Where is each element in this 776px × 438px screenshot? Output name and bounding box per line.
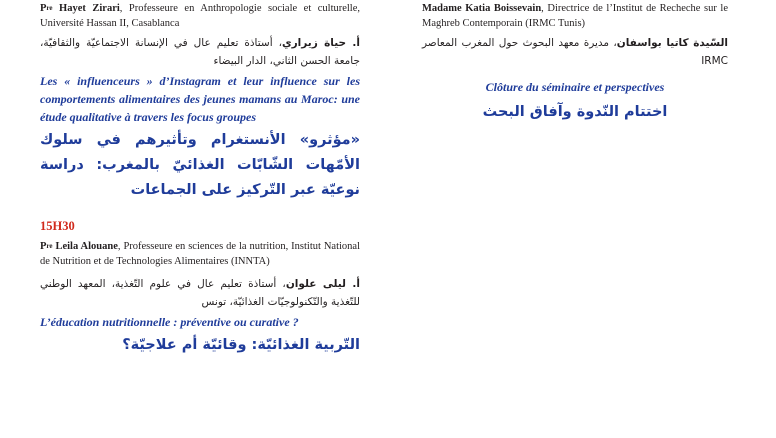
speaker-1-ar bbox=[40, 34, 360, 70]
speaker-2-affiliation: , Professeure en sciences de la nutrition, Institut National de Nutrition et de Technologies Alimentaires (INNTA) bbox=[40, 241, 361, 267]
speaker-2-fr bbox=[40, 240, 360, 269]
session-time: 15H30 bbox=[40, 219, 75, 233]
closing-title-fr: Clôture du séminaire et perspectives bbox=[485, 80, 665, 94]
speaker-1-fr bbox=[40, 2, 360, 31]
left-column bbox=[40, 0, 360, 358]
talk-1-title-fr: Les « influenceurs » d’Instagram et leur influence sur les comportements alimentaires des jeunes mamans au Maroc: une étude qualitative à travers les focus groupes bbox=[40, 74, 360, 124]
closing-speaker-ar-affiliation: ، مديرة معهد البحوث حول المغرب المعاصر IRMC bbox=[422, 37, 728, 67]
talk-1-title-ar: «مؤثرو» الأنستغرام وتأثيرهم في سلوك الأمّهات الشّابّات الغذائيّ بالمغرب: دراسة نوعيّة عبر التّركيز على الجماعات bbox=[40, 132, 360, 198]
speaker-2-ar bbox=[40, 275, 360, 311]
right-column bbox=[422, 0, 728, 125]
closing-speaker-fr bbox=[422, 2, 728, 31]
closing-speaker-ar-name: السّيدة كاتيا بواسفان bbox=[616, 37, 728, 49]
closing-speaker-affiliation: , Directrice de l’Institut de Recheche sur le Maghreb Contemporain (IRMC Tunis) bbox=[422, 3, 728, 29]
speaker-1-ar-affiliation: ، أستاذة تعليم عال في الإنسانة الاجتماعيّة والثقافيّة، جامعة الحسن الثاني، الدار البيضاء bbox=[40, 37, 360, 67]
speaker-2-ar-name: أ. ليلى علوان bbox=[285, 278, 360, 290]
speaker-1-affiliation: , Professeure en Anthropologie sociale et culturelle, Université Hassan II, Casablanca bbox=[40, 3, 361, 29]
speaker-1-ar-name: أ. حياة زيراري bbox=[282, 37, 360, 49]
speaker-1-prefix: $P^{re}$ bbox=[40, 3, 53, 14]
speaker-2-name: Leila Alouane bbox=[55, 241, 118, 252]
speaker-2-ar-affiliation: ، أستاذة تعليم عال في علوم التّغذية، المعهد الوطني للتّغذية والتّكنولوجيّات الغذائيّة، تونس bbox=[40, 278, 360, 308]
closing-speaker-name: Madame Katia Boissevain bbox=[422, 3, 542, 14]
talk-2-title-ar: التّربية الغذائيّة: وقائيّة أم علاجيّة؟ bbox=[122, 337, 360, 353]
closing-title-ar: اختتام النّدوة وآفاق البحث bbox=[482, 104, 668, 120]
talk-2-title-fr: L’éducation nutritionnelle : préventive ou curative ? bbox=[40, 315, 299, 329]
speaker-2-prefix: $P^{re}$ bbox=[40, 241, 53, 252]
closing-speaker-ar bbox=[422, 34, 728, 70]
speaker-1-name: Hayet Zirari bbox=[59, 3, 120, 14]
